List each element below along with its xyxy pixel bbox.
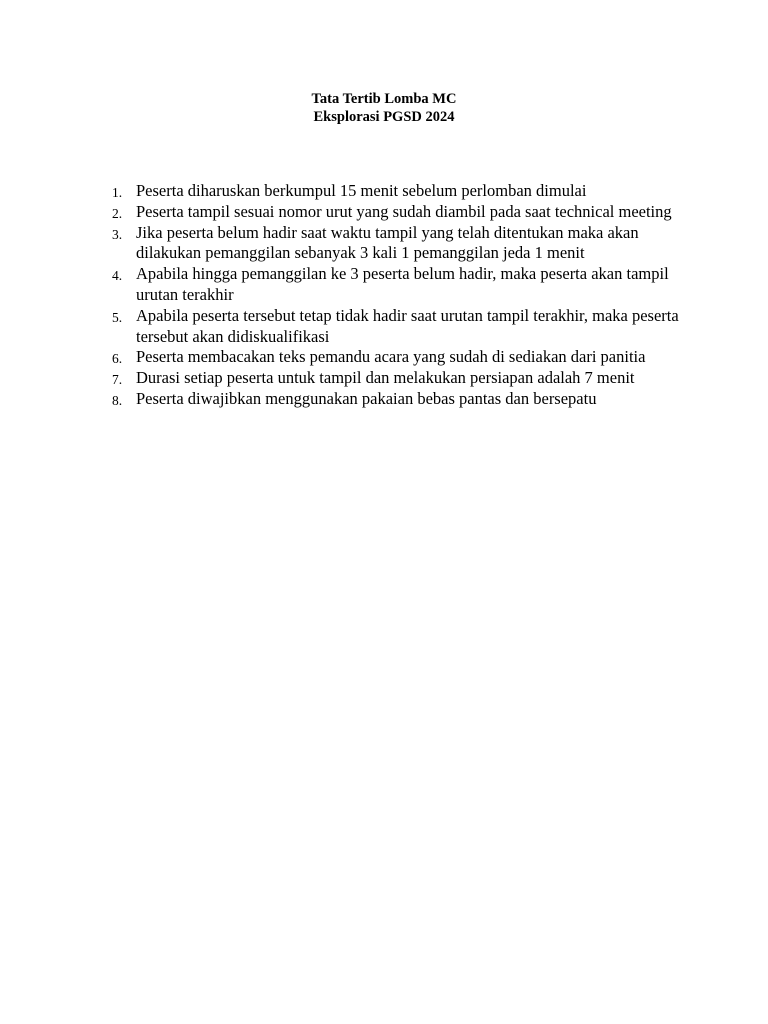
rule-number: 3. [112,226,123,242]
rule-number: 2. [112,205,123,221]
rule-text: Peserta diwajibkan menggunakan pakaian bebas pantas dan bersepatu [136,388,597,408]
document-subtitle: Eksplorasi PGSD 2024 [313,109,455,125]
rules-list [104,181,704,410]
rule-text: Durasi setiap peserta untuk tampil dan melakukan persiapan adalah 7 menit [136,368,635,388]
rule-item-1 [104,181,704,202]
rule-text: Peserta tampil sesuai nomor urut yang sudah diambil pada saat technical meeting [136,201,672,221]
title-block [0,90,768,126]
rule-number: 8. [112,392,123,408]
rule-number: 1. [112,185,123,200]
rule-item-8 [104,389,704,410]
document-title: Tata Tertib Lomba MC [311,91,457,107]
rule-item-7 [104,368,704,389]
rule-item-5 [104,306,704,348]
rule-item-4 [104,264,704,306]
rule-text: Peserta diharuskan berkumpul 15 menit sebelum perlomban dimulai [136,181,587,200]
rule-number: 5. [112,309,123,325]
rule-number: 6. [112,351,123,367]
rule-number: 4. [112,268,123,284]
rule-item-2 [104,202,704,223]
rule-text: Apabila peserta tersebut tetap tidak hadir saat urutan tampil terakhir, maka peserta tersebut akan didiskualifikasi [136,305,679,346]
rule-text: Peserta membacakan teks pemandu acara yang sudah di sediakan dari panitia [136,347,646,367]
rule-text: Apabila hingga pemanggilan ke 3 peserta belum hadir, maka peserta akan tampil urutan terakhir [136,264,669,304]
rule-item-3 [104,223,704,265]
rule-text: Jika peserta belum hadir saat waktu tampil yang telah ditentukan maka akan dilakukan pemanggilan sebanyak 3 kali 1 pemanggilan jeda 1 menit [136,222,639,263]
rule-item-6 [104,347,704,368]
rule-number: 7. [112,372,123,388]
